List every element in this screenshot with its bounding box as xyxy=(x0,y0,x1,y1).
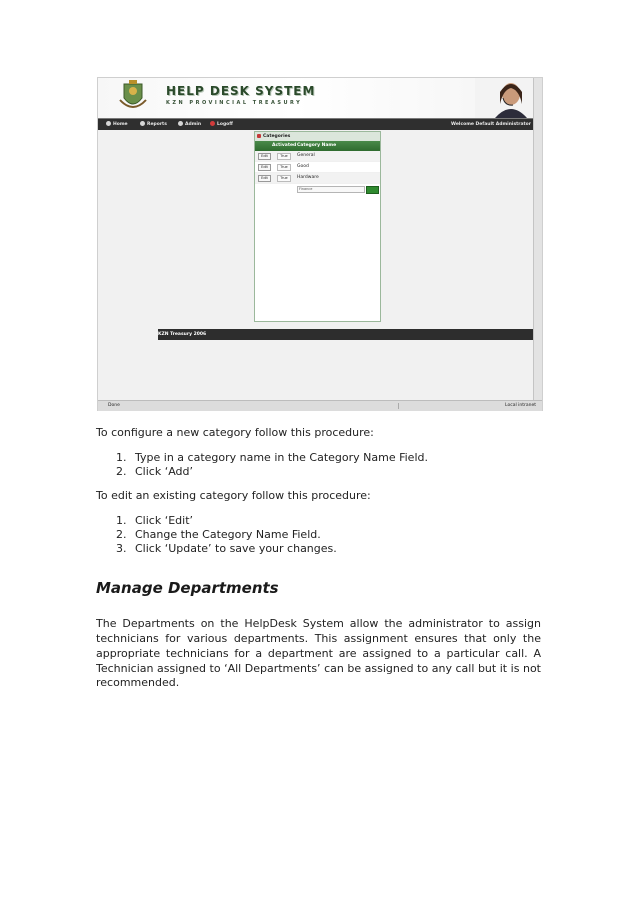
list-number: 1. xyxy=(116,451,127,464)
category-name: General xyxy=(297,153,315,158)
headset-agent-photo-icon xyxy=(475,78,535,118)
list-item: Type in a category name in the Category Name Field. xyxy=(135,451,428,464)
nav-reports[interactable]: Reports xyxy=(140,119,167,130)
list-item: Click ‘Edit’ xyxy=(135,514,194,527)
category-name: Good xyxy=(297,164,309,169)
edit-button[interactable]: Edit xyxy=(258,175,271,182)
section-heading: Manage Departments xyxy=(96,579,279,597)
status-done: Done xyxy=(108,403,120,408)
brand-title: HELP DESK SYSTEM xyxy=(166,84,316,98)
panel-title: Categories xyxy=(255,132,380,141)
scrollbar[interactable] xyxy=(533,78,542,400)
paragraph-line: Technician assigned to ‘All Departments’ can be assigned to any call but it is not xyxy=(96,662,541,675)
categories-panel xyxy=(254,131,381,322)
app-footer xyxy=(98,329,535,340)
edit-button[interactable]: Edit xyxy=(258,153,271,160)
list-item: Click ‘Add’ xyxy=(135,465,193,478)
col-activated: Activated xyxy=(272,143,297,148)
paragraph-line: technicians for various departments. This assignment ensures that only the xyxy=(96,632,541,645)
table-row xyxy=(255,162,380,173)
table-row xyxy=(255,151,380,162)
paragraph-line: The Departments on the HelpDesk System allow the administrator to assign xyxy=(96,617,541,630)
list-number: 2. xyxy=(116,465,127,478)
app-nav-bar xyxy=(98,118,535,130)
new-category-input[interactable]: Finance xyxy=(297,186,365,193)
activated-value: True xyxy=(277,153,291,160)
status-zone: Local intranet xyxy=(505,403,536,408)
paragraph-line: appropriate technicians for a department are assigned to a particular call. A xyxy=(96,647,541,660)
list-number: 1. xyxy=(116,514,127,527)
footer-text: KZN Treasury 2006 xyxy=(158,332,207,337)
add-button[interactable] xyxy=(366,186,379,194)
browser-status-bar xyxy=(98,400,542,411)
brand-subtitle: KZN PROVINCIAL TREASURY xyxy=(166,100,303,106)
list-number: 2. xyxy=(116,528,127,541)
paragraph-last-line: recommended. xyxy=(96,676,180,689)
embedded-screenshot xyxy=(97,77,543,411)
table-header xyxy=(255,141,380,151)
table-row xyxy=(255,173,380,184)
coat-of-arms-logo-icon xyxy=(118,80,148,114)
activated-value: True xyxy=(277,164,291,171)
col-category-name: Category Name xyxy=(297,143,337,148)
status-cells xyxy=(398,403,489,409)
list-number: 3. xyxy=(116,542,127,555)
logoff-icon xyxy=(210,121,215,126)
nav-admin[interactable]: Admin xyxy=(178,119,201,130)
list-item: Change the Category Name Field. xyxy=(135,528,321,541)
admin-icon xyxy=(178,121,183,126)
nav-logoff[interactable]: Logoff xyxy=(210,119,233,130)
new-category-row xyxy=(255,184,380,194)
activated-value: True xyxy=(277,175,291,182)
intro-new-category: To configure a new category follow this procedure: xyxy=(96,426,374,439)
categories-icon xyxy=(257,134,261,138)
reports-icon xyxy=(140,121,145,126)
welcome-text: Welcome Default Administrator xyxy=(451,122,531,127)
nav-home[interactable]: Home xyxy=(106,119,128,130)
app-header xyxy=(98,78,535,118)
home-icon xyxy=(106,121,111,126)
category-name: Hardware xyxy=(297,175,319,180)
intro-edit-category: To edit an existing category follow this procedure: xyxy=(96,489,371,502)
edit-button[interactable]: Edit xyxy=(258,164,271,171)
category-rows xyxy=(255,151,380,184)
list-item: Click ‘Update’ to save your changes. xyxy=(135,542,337,555)
